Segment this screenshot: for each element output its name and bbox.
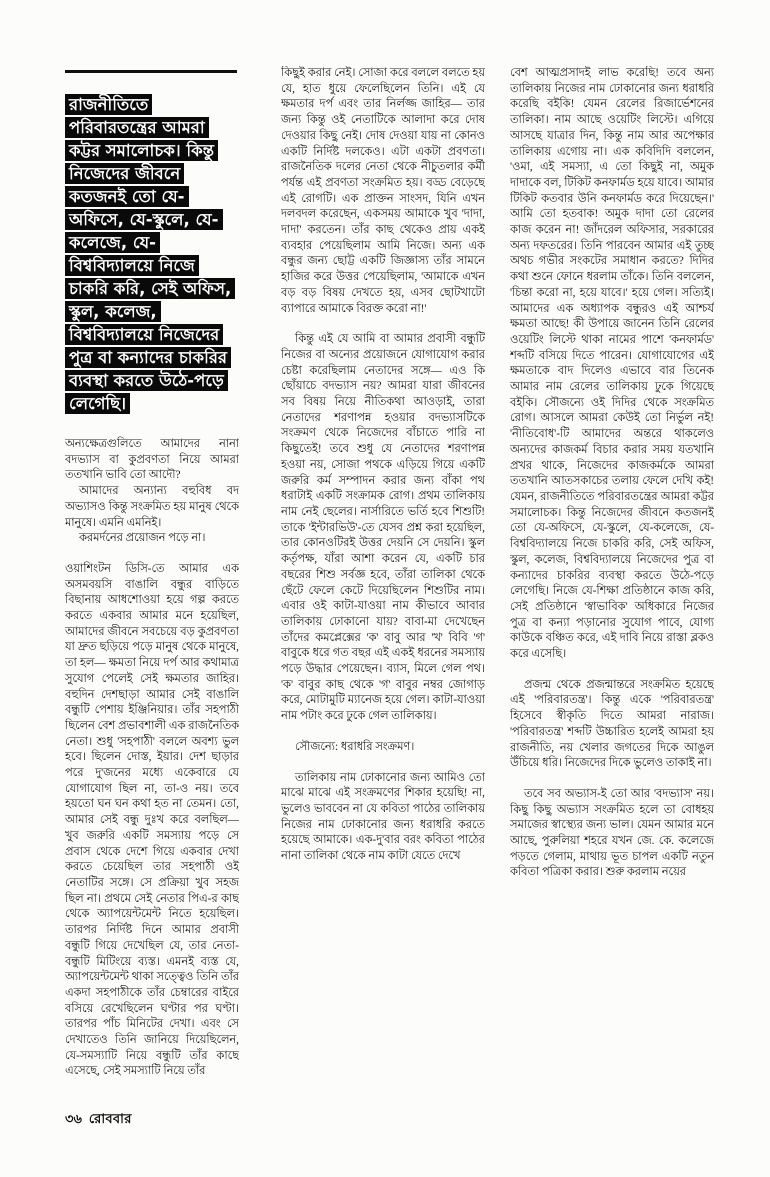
paragraph: প্রজন্ম থেকে প্রজন্মান্তরে সংক্রমিত হয়েছে এই 'পরিবারতন্ত্র'। কিন্তু একে 'পরিবারতন্ত্র' হিসেবে স্বীকৃতি দিতে আমরা নারাজ। 'পরিবারতন্ত্র' শব্দটি উচ্চারিত হলেই আমরা হয় রাজনীতি, নয় খেলার জগতের দিকে আঙুল উঁচিয়ে ধরি। নিজেদের দিকে ভুলেও তাকাই না। [510,678,714,770]
paragraph: কিন্তু এই যে আমি বা আমার প্রবাসী বন্ধুটি নিজের বা অন্যের প্রয়োজনে যোগাযোগ করার চেষ্টা করেছিলাম নেতাদের সঙ্গে— এও কি ছোঁয়াচে বদভ্যাস নয়? আমরা যারা জীবনের সব বিষয় নিয়ে নীতিকথা আওড়াই, তারা নেতাদের শরণাপন্ন হওয়ার বদভ্যাসটিকে সংক্রমণ থেকে নিজেদের বাঁচাতে পারি না কিছুতেই! তবে শুধু যে নেতাদের শরণাপন্ন হওয়া নয়, সোজা পথকে এড়িয়ে গিয়ে একটি জরুরি কর্ম সম্পাদন করার জন্য বাঁকা পথ ধরাটাই একটি সংক্রামক রোগ। প্রথম তালিকায় নাম নেই ছেলের। নার্সারিতে ভর্তি হবে শিশুটি! তাকে 'ইন্টারভিউ'-তে যেসব প্রশ্ন করা হয়েছিল, তার কোনওটিরই উত্তর দেয়নি সে দেয়নি। স্কুল কর্তৃপক্ষ, যাঁরা আশা করেন যে, একটি চার বছরের শিশু সর্বজ্ঞ হবে, তাঁরা তালিকা থেকে ছেঁটে ফেলে কেটে দিয়েছিলেন শিশুটির নাম। এবার ওই কাটা-যাওয়া নাম কীভাবে আবার তালিকায় ঢোকানো যায়? বাবা-মা দেখেছেন তাঁদের কমপ্লেক্সের 'ক' বাবু আর 'খ' বিবি 'গ' বাবুকে ধরে গত বছর এই একই ধরনের সমস্যায় পড়ে উদ্ধার পেয়েছেন। ব্যাস, মিলে গেল পথ। 'ক' বাবুর কাছ থেকে 'গ' বাবুর নম্বর জোগাড় করে, মোটামুটি ম্যানেজ হয়ে গেল। কাটা-যাওয়া নাম পটাং করে ঢুকে গেল তালিকায়। [281,333,485,723]
paragraph: তবে সব অভ্যাস-ই তো আর 'বদভ্যাস' নয়। কিছু কিছু অভ্যাস সংক্রমিত হলে তা বোধহয় সমাজের স্বাস্থ্যের জন্য ভাল। যেমন আমার মনে আছে, পুরুলিয়া শহরে যখন জে. কে. কলেজে পড়তে গেলাম, মাথায় ভূত চাপল একটি নতুন কবিতা পত্রিকা করার। শুরু করলাম নয়ের [510,787,714,879]
magazine-name: রোববার [88,1112,132,1127]
top-rule [65,70,237,73]
paragraph: ওয়াশিংটন ডিসি-তে আমার এক অসমবয়সি বাঙালি বন্ধুর বাড়িতে বিছানায় আধশোওয়া হয়ে গল্প করতে করতে একবার আমার মনে হয়েছিল, আমাদের জীবনে সবচেয়ে বড় কুপ্রবণতা যা দ্রুত ছড়িয়ে পড়ে মানুষ থেকে মানুষে, তা হল— ক্ষমতা নিয়ে দর্প আর কথামাত্র সুযোগ পেলেই সেই ক্ষমতার জাহির। বহুদিন দেশছাড়া আমার সেই বাঙালি বন্ধুটি পেশায় ইঞ্জিনিয়ার। তাঁর সহপাঠী ছিলেন বেশ প্রভাবশালী এক রাজনৈতিক নেতা। শুধু 'সহপাঠী' বললে অবশ্য ভুল হবে। ছিলেন দোস্ত, ইয়ার। দেশ ছাড়ার পরে দু'জনের মধ্যে একেবারে যে যোগাযোগ ছিল না, তা-ও নয়। তবে হয়তো ঘন ঘন কথা হত না তেমন। তো, আমার সেই বন্ধু দুঃখ করে বলছিল— খুব জরুরি একটি সমস্যায় পড়ে সে প্রবাস থেকে দেশে গিয়ে একবার দেখা করতে চেয়েছিল তার সহপাঠী ওই নেতাটির সঙ্গে। সে প্রক্রিয়া খুব সহজ ছিল না। প্রথমে সেই নেতার পিএ-র কাছ থেকে অ্যাপয়েন্টমেন্ট নিতে হয়েছিল। তারপর নির্দিষ্ট দিনে আমার প্রবাসী বন্ধুটি গিয়ে দেখেছিল যে, তার নেতা-বন্ধুটি মিটিংয়ে ব্যস্ত। এমনই ব্যস্ত যে, অ্যাপয়েন্টমেন্ট থাকা সত্ত্বেও তিনি তাঁর একদা সহপাঠীকে তাঁর চেম্বারের বাইরে বসিয়ে রেখেছিলেন ঘণ্টার পর ঘণ্টা। তারপর পাঁচ মিনিটের দেখা। এবং সে দেখাতেও তিনি জানিয়ে দিয়েছিলেন, যে-সমস্যাটি নিয়ে বন্ধুটি তাঁর কাছে এসেছে, সেই সমস্যাটি নিয়ে তাঁর [65,562,239,1078]
page-footer [65,1110,132,1131]
paragraph: আমাদের অন্যান্য বহুবিধ বদ অভ্যাসও কিন্তু সংক্রমিত হয় মানুষ থেকে মানুষে। এমনি এমনিই। [65,485,239,529]
paragraph: বেশ আত্মপ্রসাদই লাভ করেছি! তবে অন্য তালিকায় নিজের নাম ঢোকানোর জন্য ধরাধরি করেছি বইকি! যেমন রেলের রিজার্ভেশনের তালিকা। নাম আছে ওয়েটিং লিস্টে। এগিয়ে আসছে যাত্রার দিন, কিন্তু নাম আর অপেক্ষার তালিকায় এগোয় না। এক কবিদিদি বললেন, 'ওমা, এই সমস্যা, এ তো কিছুই না, অমুক দাদাকে বল, টিকিট কনফার্মড হয়ে যাবে। আমার টিকিট কতবার উনি কনফার্মড করে দিয়েছেন।' আমি তো হতবাক! অমুক দাদা তো রেলের কাজ করেন না! জাঁদরেল অফিসার, সরকারের অন্য দফতরের। তিনি পারবেন আমার এই তুচ্ছ অথচ গভীর সংকটের সমাধান করতে? দিদির কথা শুনে ফোনে ধরলাম তাঁকে। তিনি বললেন, 'চিন্তা করো না, হয়ে যাবে।' হয়ে গেল। সত্যিই। আমাদের এক অধ্যাপক বন্ধুরও এই আশ্চর্য ক্ষমতা আছে! কী উপায়ে জানেন তিনি রেলের ওয়েটিং লিস্টে থাকা নামের পাশে 'কনফার্মড' শব্দটি বসিয়ে দিতে পারেন। যোগাযোগের এই ক্ষমতাকে বাদ দিলেও এভাবে বার তিনেক আমার নাম রেলের তালিকায় ঢুকে গিয়েছে বইকি। সৌজন্যে ওই দিদির থেকে সংক্রমিত রোগ। আসলে আমরা কেউই তো নির্ভুল নই! 'নীতিবোধ'-টি আমাদের অন্তরে থাকলেও অন্যদের কাজকর্ম বিচার করার সময় যতখানি প্রখর থাকে, নিজেদের কাজকর্মকে আমরা ততখানি আতসকাচের তলায় ফেলে দেখি কই! যেমন, রাজনীতিতে পরিবারতন্ত্রের আমরা কট্টর সমালোচক। কিন্তু নিজেদের জীবনে কতজনই তো যে-অফিসে, যে-স্কুলে, যে-কলেজে, যে-বিশ্ববিদ্যালয়ে নিজে চাকরি করি, সেই অফিস, স্কুল, কলেজ, বিশ্ববিদ্যালয়ে নিজেদের পুত্র বা কন্যাদের চাকরির ব্যবস্থা করতে উঠে-পড়ে লেগেছি। নিজে যে-শিক্ষা প্রতিষ্ঠানে কাজ করি, সেই প্রতিষ্ঠানে 'স্বাভাবিক' অধিকারে নিজের পুত্র বা কন্যা পড়ানোর সুযোগ পাবে, যোগ্য কাউকে বঞ্চিত করে, এই দাবি নিয়ে রাস্তা ব্লকও করে এসেছি। [510,67,714,661]
column-middle [281,66,485,1106]
paragraph: করমর্দনের প্রয়োজন পড়ে না। [79,532,206,545]
paragraph: তালিকায় নাম ঢোকানোর জন্য আমিও তো মাঝে মাঝে এই সংক্রমণের শিকার হয়েছি! না, ভুলেও ভাববেন না যে কবিতা পাঠের তালিকায় নিজের নাম ঢোকানোর জন্য ধরাধরি করতে হয়েছে আমাকে। এক-দু'বার বরং কবিতা পাঠের নানা তালিকা থেকে নাম কাটা যেতে দেখে [281,771,485,863]
pull-quote-text: রাজনীতিতে পরিবারতন্ত্রের আমরা কট্টর সমালোচক। কিন্তু নিজেদের জীবনে কতজনই তো যে-অফিসে, যে-স্কুলে, যে-কলেজে, যে-বিশ্ববিদ্যালয়ে নিজে চাকরি করি, সেই অফিস, স্কুল, কলেজ, বিশ্ববিদ্যালয়ে নিজেদের পুত্র বা কন্যাদের চাকরির ব্যবস্থা করতে উঠে-পড়ে লেগেছি। [65,94,235,414]
column-left [65,66,239,1096]
paragraph: কিছুই করার নেই। সোজা করে বললে বলতে হয় যে, হাত ধুয়ে ফেলেছিলেন তিনি। এই যে ক্ষমতার দর্প এবং তার নির্লজ্জ জাহির— তার জন্য কিন্তু ওই নেতাটিকে আলাদা করে দোষ দেওয়ার কিছু নেই। দোষ দেওয়া যায় না কোনও একটি নির্দিষ্ট দলকেও। এটা একটা প্রবণতা। রাজনৈতিক দলের নেতা থেকে নীচুতলার কর্মী পর্যন্ত এই প্রবণতা সংক্রমিত হয়। বড্ড বেড়েছে এই রোগটি। এক প্রাক্তন সাংসদ, যিনি এখন দলবদল করেছেন, একসময় আমাকে খুব 'দাদা, দাদা' করতেন। তাঁর কাছ থেকেও প্রায় একই ব্যবহার পেয়েছিলাম আমি নিজে। অন্য এক বন্ধুর জন্য ছোট্ট একটি জিজ্ঞাস্য তাঁর সামনে হাজির করে উত্তর পেয়েছিলাম, 'আমাকে এখন বড় বড় বিষয় দেখতে হয়, এসব ছোটখাটো ব্যাপারে আমাকে বিরক্ত করো না!' [281,67,485,315]
paragraph: সৌজন্যে: ধরাধরি সংক্রমণ। [295,740,415,753]
paragraph: অন্যক্ষেত্রগুলিতে আমাদের নানা বদভ্যাস বা কুপ্রবণতা নিয়ে আমরা ততখানি ভাবি তো আদৌ? [65,438,239,482]
page-number: ৩৬ [65,1112,82,1127]
pull-quote [65,93,239,415]
column-right [510,66,714,1106]
